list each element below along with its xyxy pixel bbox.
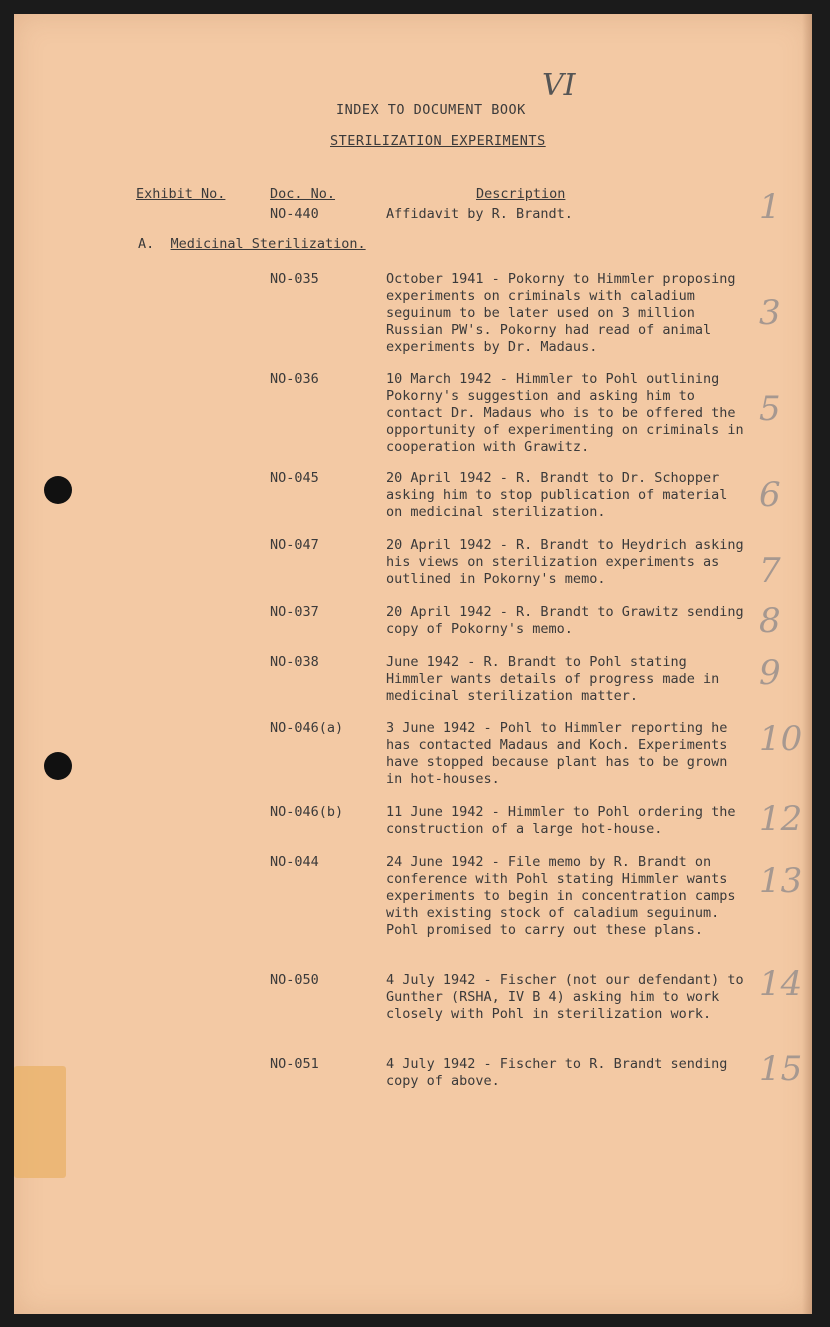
entry-description: June 1942 - R. Brandt to Pohl stating Himmler wants details of progress made in medicinal sterilization matter. [386, 654, 720, 704]
doc-number: NO-046(b) [270, 804, 344, 820]
page-number-annotation: 5 [759, 389, 781, 429]
entry-description: 20 April 1942 - R. Brandt to Grawitz sending copy of Pokorny's memo. [386, 604, 744, 637]
entry-description: October 1941 - Pokorny to Himmler proposing experiments on criminals with caladium seguinum to be later used on 3 million Russian PW's. Pokorny had read of animal experiments by Dr. Madaus. [386, 271, 736, 355]
tape-stain [14, 1066, 66, 1178]
entry-description: 20 April 1942 - R. Brandt to Dr. Schopper asking him to stop publication of material on medicinal sterilization. [386, 470, 728, 520]
document-subtitle: STERILIZATION EXPERIMENTS [330, 133, 546, 149]
page-number-annotation: 7 [759, 551, 781, 591]
document-page [14, 14, 812, 1314]
doc-number: NO-046(a) [270, 720, 344, 736]
column-header-exhibit: Exhibit No. [136, 186, 226, 202]
doc-number: NO-045 [270, 470, 319, 486]
doc-number: NO-440 [270, 206, 319, 222]
doc-number: NO-044 [270, 854, 319, 870]
page-number-annotation: 15 [759, 1049, 803, 1089]
entry-description: 4 July 1942 - Fischer (not our defendant) to Gunther (RSHA, IV B 4) asking him to work closely with Pohl in sterilization work. [386, 972, 744, 1022]
section-letter: A. [138, 236, 155, 252]
entry-description: 3 June 1942 - Pohl to Himmler reporting he has contacted Madaus and Koch. Experiments have stopped because plant has to be grown in hot-houses. [386, 720, 728, 787]
page-number-annotation: 8 [759, 601, 781, 641]
entry-description: 20 April 1942 - R. Brandt to Heydrich asking his views on sterilization experiments as outlined in Pokorny's memo. [386, 537, 744, 587]
entry-description: 4 July 1942 - Fischer to R. Brandt sending copy of above. [386, 1056, 728, 1089]
doc-number: NO-051 [270, 1056, 319, 1072]
page-number-annotation: 9 [759, 653, 781, 693]
doc-number: NO-047 [270, 537, 319, 553]
page-number-annotation: 1 [759, 187, 781, 227]
page-number-annotation: 6 [759, 475, 781, 515]
page-number-annotation: 13 [759, 861, 803, 901]
entry-description: 24 June 1942 - File memo by R. Brandt on conference with Pohl stating Himmler wants experiments to begin in concentration camps with existing stock of caladium seguinum. Pohl promised to carry out these plans. [386, 854, 736, 938]
book-number-mark: VI [542, 68, 576, 103]
entry-description: Affidavit by R. Brandt. [386, 206, 573, 222]
section-title: Medicinal Sterilization. [170, 236, 366, 252]
entry-description: 11 June 1942 - Himmler to Pohl ordering the construction of a large hot-house. [386, 804, 736, 837]
doc-number: NO-050 [270, 972, 319, 988]
doc-number: NO-038 [270, 654, 319, 670]
punch-hole-icon [44, 752, 72, 780]
page-number-annotation: 12 [759, 799, 803, 839]
page-number-annotation: 10 [759, 719, 803, 759]
doc-number: NO-037 [270, 604, 319, 620]
doc-number: NO-035 [270, 271, 319, 287]
section-heading [138, 236, 366, 253]
column-header-description: Description [476, 186, 566, 202]
document-title: INDEX TO DOCUMENT BOOK [336, 102, 526, 118]
page-number-annotation: 3 [759, 293, 781, 333]
punch-hole-icon [44, 476, 72, 504]
page-number-annotation: 14 [759, 964, 803, 1004]
paper-edge-shadow [802, 14, 812, 1314]
doc-number: NO-036 [270, 371, 319, 387]
column-header-doc: Doc. No. [270, 186, 336, 202]
entry-description: 10 March 1942 - Himmler to Pohl outlining Pokorny's suggestion and asking him to contact Dr. Madaus who is to be offered the opportunity of experimenting on criminals in cooperation with Grawitz. [386, 371, 744, 455]
